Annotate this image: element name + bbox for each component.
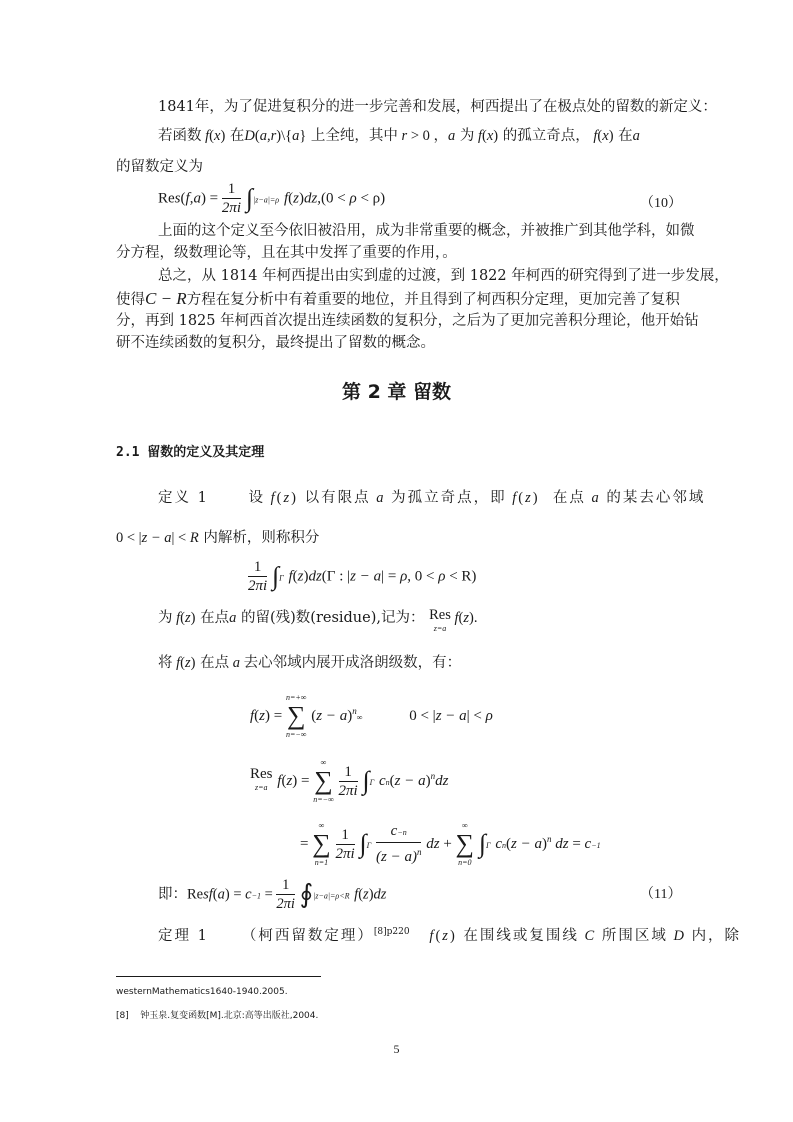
theorem-1: 定理 1 （柯西留数定理）$^{[8]p220}$ f(z) 在围线或复围线 C 所围区域 D 内，除 xyxy=(158,927,742,944)
text-run: 在围线或复围线 xyxy=(463,927,579,944)
page-number: 5 xyxy=(393,1042,400,1056)
math-c: C xyxy=(578,927,602,944)
text-run: 在 xyxy=(229,128,245,144)
footnote-text: 钟玉泉.复变函数[M].北京:高等出版社,2004. xyxy=(140,1011,319,1021)
math-a: a xyxy=(585,490,607,506)
math-f-of-x: f xyxy=(474,128,483,144)
text-run: 的留(残)数(residue),记为： xyxy=(240,610,425,626)
summary-paragraph-line4: 研不连续函数的复积分，最终提出了留数的概念。 xyxy=(116,335,435,351)
residue-series-equation: Res z=a f(z) = ∞ ∑ n=−∞ $\frac{1}{2\pi i}$ ∫Γ $cn(z - a)^ndz$ xyxy=(250,758,449,804)
text-run: 为孤立奇点，即 xyxy=(391,490,507,506)
usage-paragraph-line2: 分方程，级数理论等，且在其中发挥了重要的作用，。 xyxy=(116,245,457,261)
summary-paragraph-line3: 分，再到 1825 年柯西首次提出连续函数的复积分，之后为了更加完善积分理论，他开始钻 xyxy=(116,313,699,329)
math-f-of-z: f xyxy=(506,490,519,506)
residue-integral: $\frac{1}{2\pi i}$ ∫Γ f(z)dz(Γ : |z − a| = ρ, 0 < ρ < R) xyxy=(248,559,477,594)
equation-11-number: （11） xyxy=(640,887,682,902)
text-run: 内，除 xyxy=(691,927,742,944)
text-run: 为 xyxy=(158,610,173,626)
definition-label: 定义 1 xyxy=(158,490,209,506)
history-paragraph-line1: 1841年，为了促进复积分的进一步完善和发展，柯西提出了在极点处的留数的新定义： xyxy=(158,99,717,115)
laurent-expansion-text: 将 f(z) 在点 a 去心邻域内展开成洛朗级数，有： xyxy=(158,655,462,671)
math-f-of-z: f xyxy=(172,655,181,671)
text-run: 在 xyxy=(618,128,633,144)
residue-series-equation-cont: = ∞ ∑ n=1 $\frac{1}{2\pi i}$ ∫Γ $\frac{c-n}{(z - a)^n}$ dz + ∞ ∑ n=0 ∫Γ $cn(z - a)^n$ dz = c−1 xyxy=(300,821,601,867)
text-run: 将 xyxy=(158,655,173,671)
math-a: a xyxy=(370,490,392,506)
math-f-of-z: f xyxy=(172,610,181,626)
math-disk: D xyxy=(244,128,255,144)
math-f-of-z: f xyxy=(429,927,436,944)
footnote-separator xyxy=(116,976,321,977)
math-f-of-x: f xyxy=(589,128,598,144)
math-annulus: 0 < | xyxy=(116,530,142,546)
text-run: 即： xyxy=(158,886,187,903)
text-run: ， xyxy=(433,128,448,144)
text-run: 在点 xyxy=(200,655,230,671)
text-run: 方程在复分析中有着重要的地位，并且得到了柯西积分定理，更加完善了复积 xyxy=(186,292,680,308)
math-f-of-z: f xyxy=(265,490,277,506)
math-a: a xyxy=(632,128,640,144)
history-paragraph-line2: 若函数 f(x) 在D(a,r)\{a} 上全纯，其中 r > 0 ，a 为 f(x) 的孤立奇点， f(x) 在a xyxy=(158,128,640,144)
text-run: 为 xyxy=(459,128,475,144)
text-run: 上全纯，其中 xyxy=(310,128,398,144)
text-run: 使得 xyxy=(116,292,145,308)
math-a: a xyxy=(229,610,237,626)
math-f-of-x: f xyxy=(201,128,210,144)
equation-10: Res(f,a) = $\frac{1}{2\pi i}$ ∫|z−a|=ρ f(z)dz,(0 < ρ < ρ) xyxy=(158,181,386,216)
math-a: a xyxy=(448,128,456,144)
history-paragraph-line3: 的留数定义为 xyxy=(116,159,203,175)
theorem-label: 定理 1 xyxy=(158,927,209,944)
text-run: 的某去心邻域 xyxy=(606,490,706,506)
chapter-title: 第 2 章 留数 xyxy=(341,381,452,403)
definition-1-line3: 为 f(z) 在点a 的留(残)数(residue),记为： Res z=a f(z). xyxy=(158,608,477,636)
text-run: 设 xyxy=(248,490,265,506)
text-run: 若函数 xyxy=(158,128,202,144)
definition-1-line1: 定义 1 设 f(z) 以有限点 a 为孤立奇点，即 f(z) 在点 a 的某去心邻域 xyxy=(158,490,706,506)
text-run: 去心邻域内展开成洛朗级数，有： xyxy=(243,655,462,671)
math-c-r: C − R xyxy=(145,289,187,308)
text-run: 在点 xyxy=(200,610,230,626)
text-run: 的孤立奇点， xyxy=(502,128,590,144)
math-d: D xyxy=(667,927,692,944)
equation-10-number: （10） xyxy=(640,196,682,211)
footnote-ref: [8] xyxy=(116,1011,129,1021)
text-run: 内解析，则称积分 xyxy=(203,530,320,546)
section-title: 2.1 留数的定义及其定理 xyxy=(116,445,265,460)
equation-11: 即：Resf(a) = c−1 = $\frac{1}{2\pi i}$ ∮|z−a|=ρ<R f(z)dz xyxy=(158,877,387,912)
text-run: 以有限点 xyxy=(304,490,371,506)
text-run: 在点 xyxy=(552,490,586,506)
math-a: a xyxy=(229,655,244,671)
math-res-notation: Res z=a xyxy=(429,607,451,633)
theorem-name: （柯西留数定理） xyxy=(241,927,374,944)
summary-paragraph-line2 xyxy=(116,289,680,310)
usage-paragraph-line1: 上面的这个定义至今依旧被沿用，成为非常重要的概念，并被推广到其他学科，如微 xyxy=(158,223,695,239)
definition-1-line2: 0 < |z − a| < R 内解析，则称积分 xyxy=(116,530,320,546)
math-r-positive: r xyxy=(397,128,408,144)
footnote-1: westernMathematics1640-1940.2005. xyxy=(116,987,288,997)
text-run: 所围区域 xyxy=(601,927,668,944)
citation-ref: [8]p220 xyxy=(373,927,410,937)
footnote-2 xyxy=(116,1008,318,1021)
summary-paragraph-line1: 总之，从 1814 年柯西提出由实到虚的过渡，到 1822 年柯西的研究得到了进一步发展， xyxy=(158,268,729,284)
laurent-series-equation: f(z) = n=+∞ ∑ n=−∞ $(z - a)^n\infty$ 0 < |z − a| < ρ xyxy=(250,693,493,739)
